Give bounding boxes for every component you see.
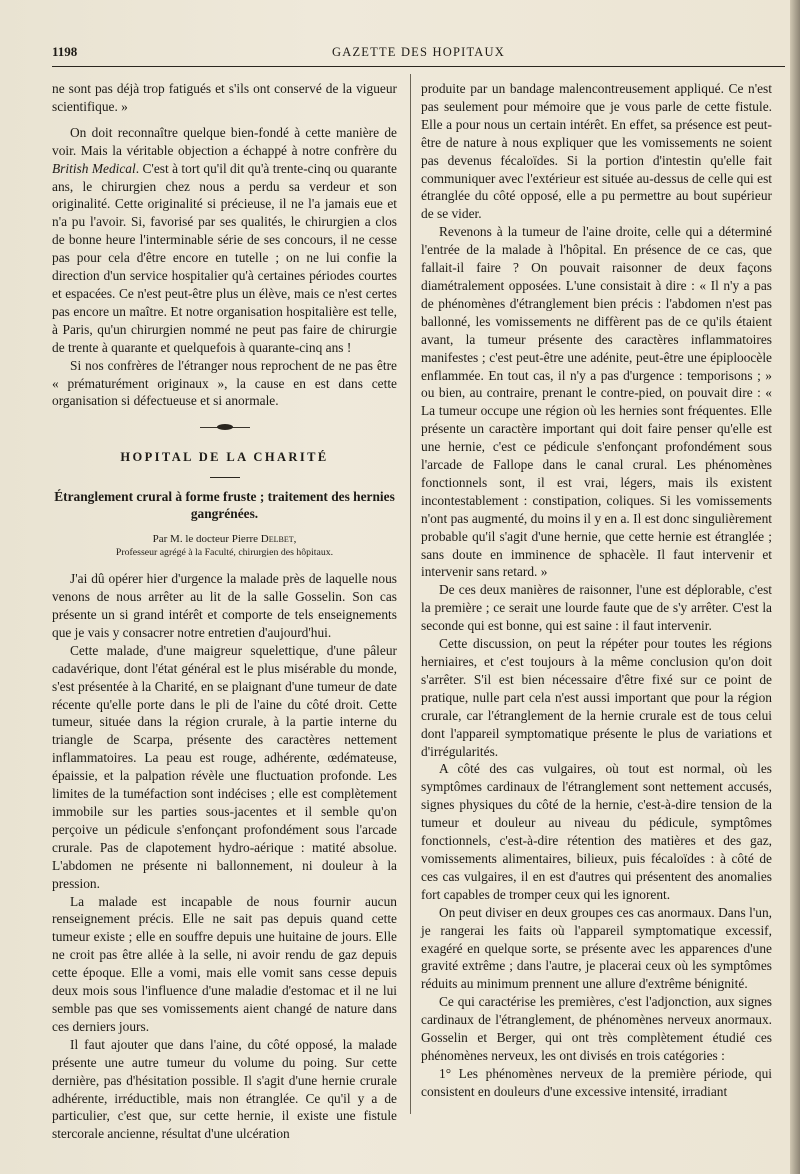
page-edge xyxy=(790,0,800,1174)
column-divider xyxy=(410,74,411,1114)
header-rule xyxy=(52,66,785,67)
page-number: 1198 xyxy=(52,44,78,59)
page-header xyxy=(52,44,785,68)
byline-prefix: Par M. le docteur Pierre xyxy=(152,533,261,546)
article-title: Étranglement crural à forme fruste ; traitement des hernies gangrénées. xyxy=(54,489,395,522)
paragraph: 1° Les phénomènes nerveux de la première période, qui consistent en douleurs d'une excessive intensité, irradiant xyxy=(421,1065,772,1099)
paragraph: Cette malade, d'une maigreur squelettique, d'une pâleur cadavérique, dont l'état général est le plus misérable du monde, s'est présentée à la Charité, en se plaignant d'une tumeur de date récente qu'elle porte dans le pli de l'aine du côté droit. Cette tumeur, située dans la région crurale, à la partie interne du triangle de Scarpa, présente des caractères nettement inflammatoires. La peau est rouge, adhérente, œdémateuse, épaissie, et la palpation révèle une fluctuation profonde. Les limites de la tuméfaction sont indécises ; elle est complètement immobile sur les parties sous-jacentes et il semble qu'on perçoive un pédicule s'enfonçant profondément sous l'arcade crurale. Pas de clapotement hydro-aérique : matité absolue. L'abdomen ne présente ni ballonnement, ni douleur à la pression. xyxy=(52,642,397,891)
running-title: GAZETTE DES HOPITAUX xyxy=(332,45,505,59)
paragraph-text: On doit reconnaître quelque bien-fondé à cette manière de voir. Mais la véritable objection a échappé à notre confrère du xyxy=(52,124,397,158)
paragraph: J'ai dû opérer hier d'urgence la malade près de laquelle nous venons de nous arrêter au lit de la salle Gosselin. Son cas présente un si grand intérêt et comporte de tels enseignements que je vais y consacrer notre entretien d'aujourd'hui. xyxy=(52,571,397,640)
paragraph: Cette discussion, on peut la répéter pour toutes les régions herniaires, et c'est toujours à la même conclusion qu'on doit s'arrêter. S'il est bien nécessaire d'être fixé sur ce point de pratique, nulle part cela n'est aussi important que pour la région crurale, car l'étranglement de la hernie crurale est de tous celui dont l'appareil symptomatique présente le plus de variations et d'irrégularités. xyxy=(421,636,772,759)
paragraph: Revenons à la tumeur de l'aine droite, celle qui a déterminé l'entrée de la malade à l'hôpital. En présence de ce cas, que fallait-il faire ? On pouvait raisonner de deux façons diamétralement opposées. L'une consistait à dire : « Il n'y a pas de phénomènes d'étranglement bien précis : l'abdomen n'est pas ballonné, les vomissements ne diffèrent pas de ce qu'ils étaient avant, la tumeur présente des caractères inflammatoires manifestes ; c'est peut-être une adénite, peut-être une épiploocèle enflammée. En tout cas, il n'y a pas d'urgence : temporisons ; » ou bien, au contraire, prenant le contre-pied, on pouvait dire : « La tumeur occupe une région où les hernies sont fréquentes. Elle présente un caractère important qui doit faire penser qu'elle est une hernie, c'est ce pédicule s'enfonçant profondément sous l'arcade de Fallope dans le canal crural. Les phénomènes fonctionnels sont, il est vrai, légers, mais ils existent incontestablement : constipation, coliques. Si les vomissements n'ont pas augmenté, du moins il y en a. Il est donc singulièrement probable qu'il s'agit d'une hernie, que cette hernie est étranglée ; sans doute en imminence de sphacèle. Il faut intervenir et intervenir sans retard. » xyxy=(421,224,772,580)
paragraph: On peut diviser en deux groupes ces cas anormaux. Dans l'un, je rangerai les faits où l'appareil symptomatique excessif, exagéré en quelque sorte, se présente avec les apparences d'une gravité extrême ; dans l'autre, je placerai ceux où les symptômes réduits au minimum prennent une allure d'extrême bénignité. xyxy=(421,904,772,992)
paragraph: Ce qui caractérise les premières, c'est l'adjonction, aux signes cardinaux de l'étranglement, de phénomènes nerveux anormaux. Gosselin et Berger, qui ont très complètement étudié ces phénomènes nerveux, les ont divisés en trois catégories : xyxy=(421,994,772,1063)
title-rule xyxy=(210,477,240,478)
byline-suffix: , xyxy=(293,533,297,546)
paragraph: Il faut ajouter que dans l'aine, du côté opposé, la malade présente une autre tumeur du volume du poing. Sur cette dernière, pas d'hésitation possible. Il s'agit d'une hernie crurale adhérente, irréductible, mais non étranglée. Ce qu'il y a de particulier, c'est que, sur cette hernie, il existe une fistule stercorale ancienne, résultat d'une ulcération xyxy=(52,1036,397,1142)
author-name: Delbet xyxy=(260,533,294,546)
right-column xyxy=(421,80,772,1101)
paragraph-text: . C'est à tort qu'il dit qu'à trente-cinq ou quarante ans, le chirurgien chez nous a perdu sa verdeur et son originalité. Cette originalité si précieuse, il ne l'a jamais eue et n'a pu l'avoir. Si, favorisé par ses qualités, le chirurgien a clos de bonne heure l'interminable série de ses concours, il ne cesse pas pour cela d'être encore en tutelle ; on ne lui confie la direction d'un service hospitalier qu'à certaines périodes courtes et espacées. Ce n'est peut-être plus un élève, mais ce n'est certes pas encore un maître. Et notre organisation hospitalière est telle, à Paris, qu'un chirurgien nommé ne peut pas faire de chirurgie de trente à quarante et quelquefois à quarante-cinq ans ! xyxy=(52,160,397,355)
paragraph: De ces deux manières de raisonner, l'une est déplorable, c'est la première ; ce serait une lourde faute que de s'y arrêter. C'est la seconde qui est bonne, qui est saine : il faut intervenir. xyxy=(421,582,772,634)
paragraph: La malade est incapable de nous fournir aucun renseignement précis. Elle ne sait pas depuis quand cette tumeur existe ; elle en souffre depuis une huitaine de jours. Elle ne croit pas être allée à la selle, ni avoir rendu de gaz depuis cette époque. Elle a vomi, mais elle vomit sans cesse depuis deux mois sous l'influence d'une maladie d'estomac et il ne lui semble pas que ses vomissements aient changé de nature dans ces derniers jours. xyxy=(52,893,397,1034)
paragraph: Si nos confrères de l'étranger nous reprochent de ne pas être « prématurément originaux », la cause en est dans cette organisation si défectueuse et si anormale. xyxy=(52,357,397,409)
journal-name: British Medical xyxy=(52,160,136,176)
paragraph: ne sont pas déjà trop fatigués et s'ils ont conservé de la vigueur scientifique. » xyxy=(52,81,397,114)
left-column xyxy=(52,80,397,1143)
paragraph: A côté des cas vulgaires, où tout est normal, où les symptômes cardinaux de l'étranglement sont nettement accusés, signes physiques du côté de la hernie, c'est-à-dire tension de la tumeur et douleur au niveau du pédicule, symptômes fonctionnels, c'est-à-dire rétention des matières et des gaz, vomissements alimentaires, bilieux, puis fécaloïdes : à côté de ces cas vulgaires, il en est d'autres qui présentent des anomalies fort capables de tromper ceux qui les ignorent. xyxy=(421,761,772,902)
paragraph xyxy=(52,124,397,357)
byline xyxy=(52,532,397,546)
section-separator xyxy=(200,424,250,431)
section-title: HOPITAL DE LA CHARITÉ xyxy=(120,450,329,465)
author-role: Professeur agrégé à la Faculté, chirurgien des hôpitaux. xyxy=(115,547,334,559)
paragraph: produite par un bandage malencontreusement appliqué. Ce n'est pas seulement pour mémoire que je vous parle de cette fistule. Elle a pour nous un certain intérêt. En effet, sa présence est peut-être de nature à nous expliquer que les vomissements ne soient pas devenus fécaloïdes. Si la portion d'intestin qu'elle fait communiquer avec l'extérieur est située au-dessus de celle qui est étranglée du côté opposé, elle a pu permettre au bout supérieur de se vider. xyxy=(421,81,772,222)
